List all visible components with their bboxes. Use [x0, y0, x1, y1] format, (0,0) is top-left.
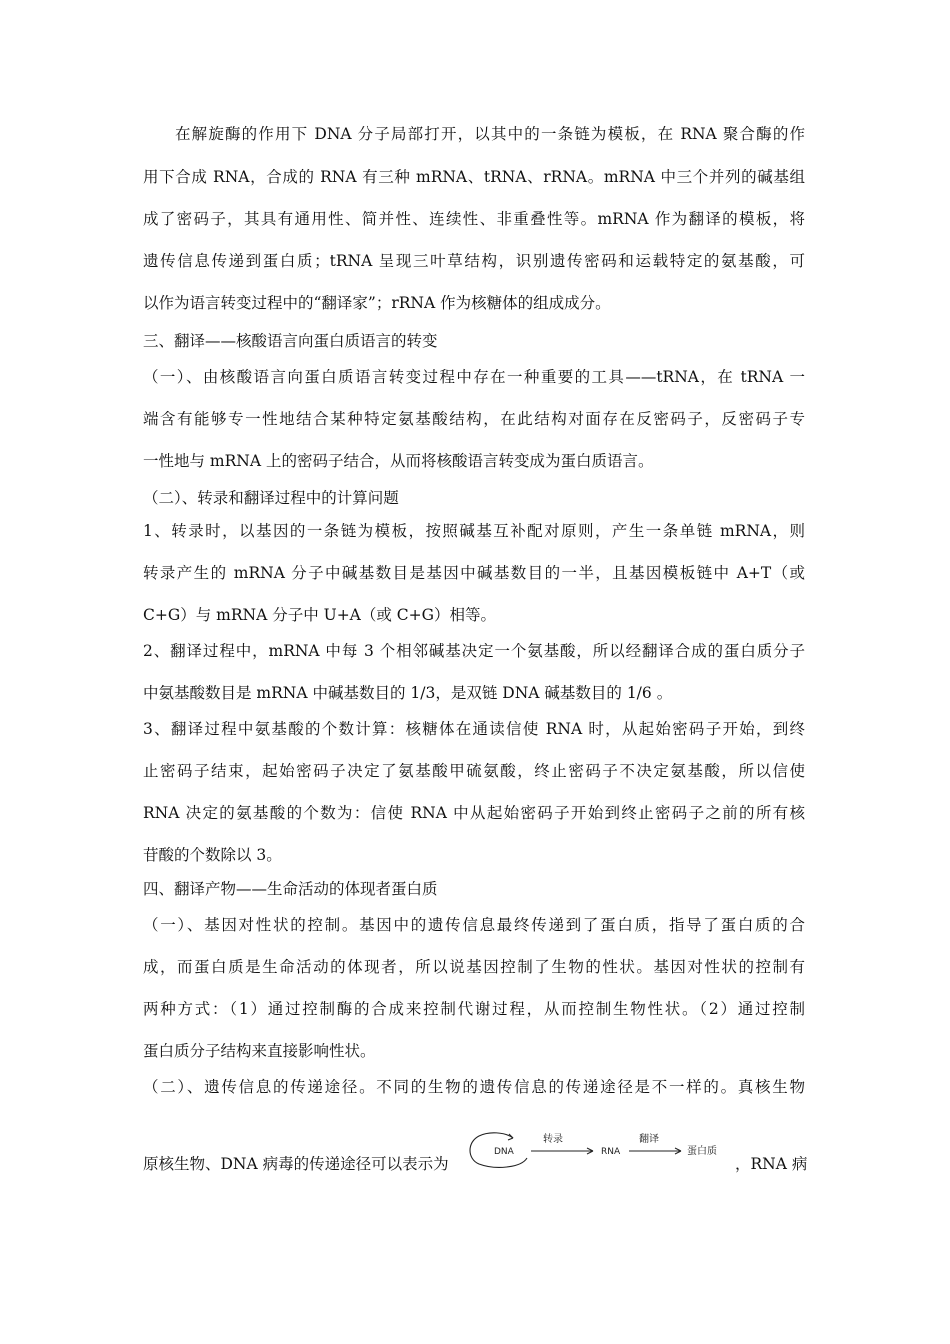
subsection-heading: （二）、转录和翻译过程中的计算问题 — [143, 489, 399, 507]
paragraph-line: 端含有能够专一性地结合某种特定氨基酸结构，在此结构对面存在反密码子，反密码子专 — [143, 410, 805, 428]
paragraph-line: 遗传信息传递到蛋白质；tRNA 呈现三叶草结构，识别遗传密码和运载特定的氨基酸，可 — [143, 252, 805, 270]
paragraph-line: 3、翻译过程中氨基酸的个数计算：核糖体在通读信使 RNA 时，从起始密码子开始，到终 — [143, 720, 805, 738]
paragraph-line: （二）、遗传信息的传递途径。不同的生物的遗传信息的传递途径是不一样的。真核生物 — [143, 1078, 805, 1096]
paragraph-line: 在解旋酶的作用下 DNA 分子局部打开，以其中的一条链为模板，在 RNA 聚合酶的作 — [175, 125, 805, 143]
paragraph-line: 两种方式：（1）通过控制酶的合成来控制代谢过程，从而控制生物性状。（2）通过控制 — [143, 1000, 805, 1018]
gene-expression-diagram — [465, 1124, 733, 1180]
paragraph-line: 转录产生的 mRNA 分子中碱基数目是基因中碱基数目的一半，且基因模板链中 A+T（或 — [143, 564, 805, 582]
paragraph-line: 蛋白质分子结构来直接影响性状。 — [143, 1042, 376, 1060]
paragraph-line: （一）、由核酸语言向蛋白质语言转变过程中存在一种重要的工具——tRNA，在 tRNA 一 — [143, 368, 805, 386]
rna-label: RNA — [601, 1147, 621, 1157]
paragraph-line: （一）、基因对性状的控制。基因中的遗传信息最终传递到了蛋白质，指导了蛋白质的合 — [143, 916, 805, 934]
protein-label: 蛋白质 — [687, 1146, 717, 1157]
paragraph-line: 2、翻译过程中，mRNA 中每 3 个相邻碱基决定一个氨基酸，所以经翻译合成的蛋白质分子 — [143, 642, 805, 660]
paragraph-line: 一性地与 mRNA 上的密码子结合，从而将核酸语言转变成为蛋白质语言。 — [143, 452, 654, 470]
paragraph-line: 1、转录时，以基因的一条链为模板，按照碱基互补配对原则，产生一条单链 mRNA，则 — [143, 522, 805, 540]
paragraph-line: 止密码子结束，起始密码子决定了氨基酸甲硫氨酸，终止密码子不决定氨基酸，所以信使 — [143, 762, 805, 780]
translation-label: 翻译 — [639, 1134, 659, 1145]
diagram-svg — [465, 1124, 733, 1180]
paragraph-line: 成，而蛋白质是生命活动的体现者，所以说基因控制了生物的性状。基因对性状的控制有 — [143, 958, 805, 976]
section-heading: 三、翻译——核酸语言向蛋白质语言的转变 — [143, 332, 438, 350]
paragraph-line: 中氨基酸数目是 mRNA 中碱基数目的 1/3，是双链 DNA 碱基数目的 1/6 。 — [143, 684, 673, 702]
paragraph-line: 原核生物、DNA 病毒的传递途径可以表示为 — [143, 1155, 449, 1173]
section-heading: 四、翻译产物——生命活动的体现者蛋白质 — [143, 880, 438, 898]
dna-label: DNA — [494, 1147, 514, 1157]
paragraph-line: 苷酸的个数除以 3。 — [143, 846, 282, 864]
paragraph-line: RNA 决定的氨基酸的个数为：信使 RNA 中从起始密码子开始到终止密码子之前的所有核 — [143, 804, 805, 822]
paragraph-line: ，RNA 病 — [735, 1155, 808, 1173]
transcription-label: 转录 — [543, 1134, 563, 1145]
paragraph-line: C+G）与 mRNA 分子中 U+A（或 C+G）相等。 — [143, 606, 497, 624]
paragraph-line: 用下合成 RNA，合成的 RNA 有三种 mRNA、tRNA、rRNA。mRNA 中三个并列的碱基组 — [143, 168, 805, 186]
paragraph-line: 以作为语言转变过程中的“翻译家”；rRNA 作为核糖体的组成成分。 — [143, 294, 611, 312]
paragraph-line: 成了密码子，其具有通用性、简并性、连续性、非重叠性等。mRNA 作为翻译的模板，将 — [143, 210, 805, 228]
